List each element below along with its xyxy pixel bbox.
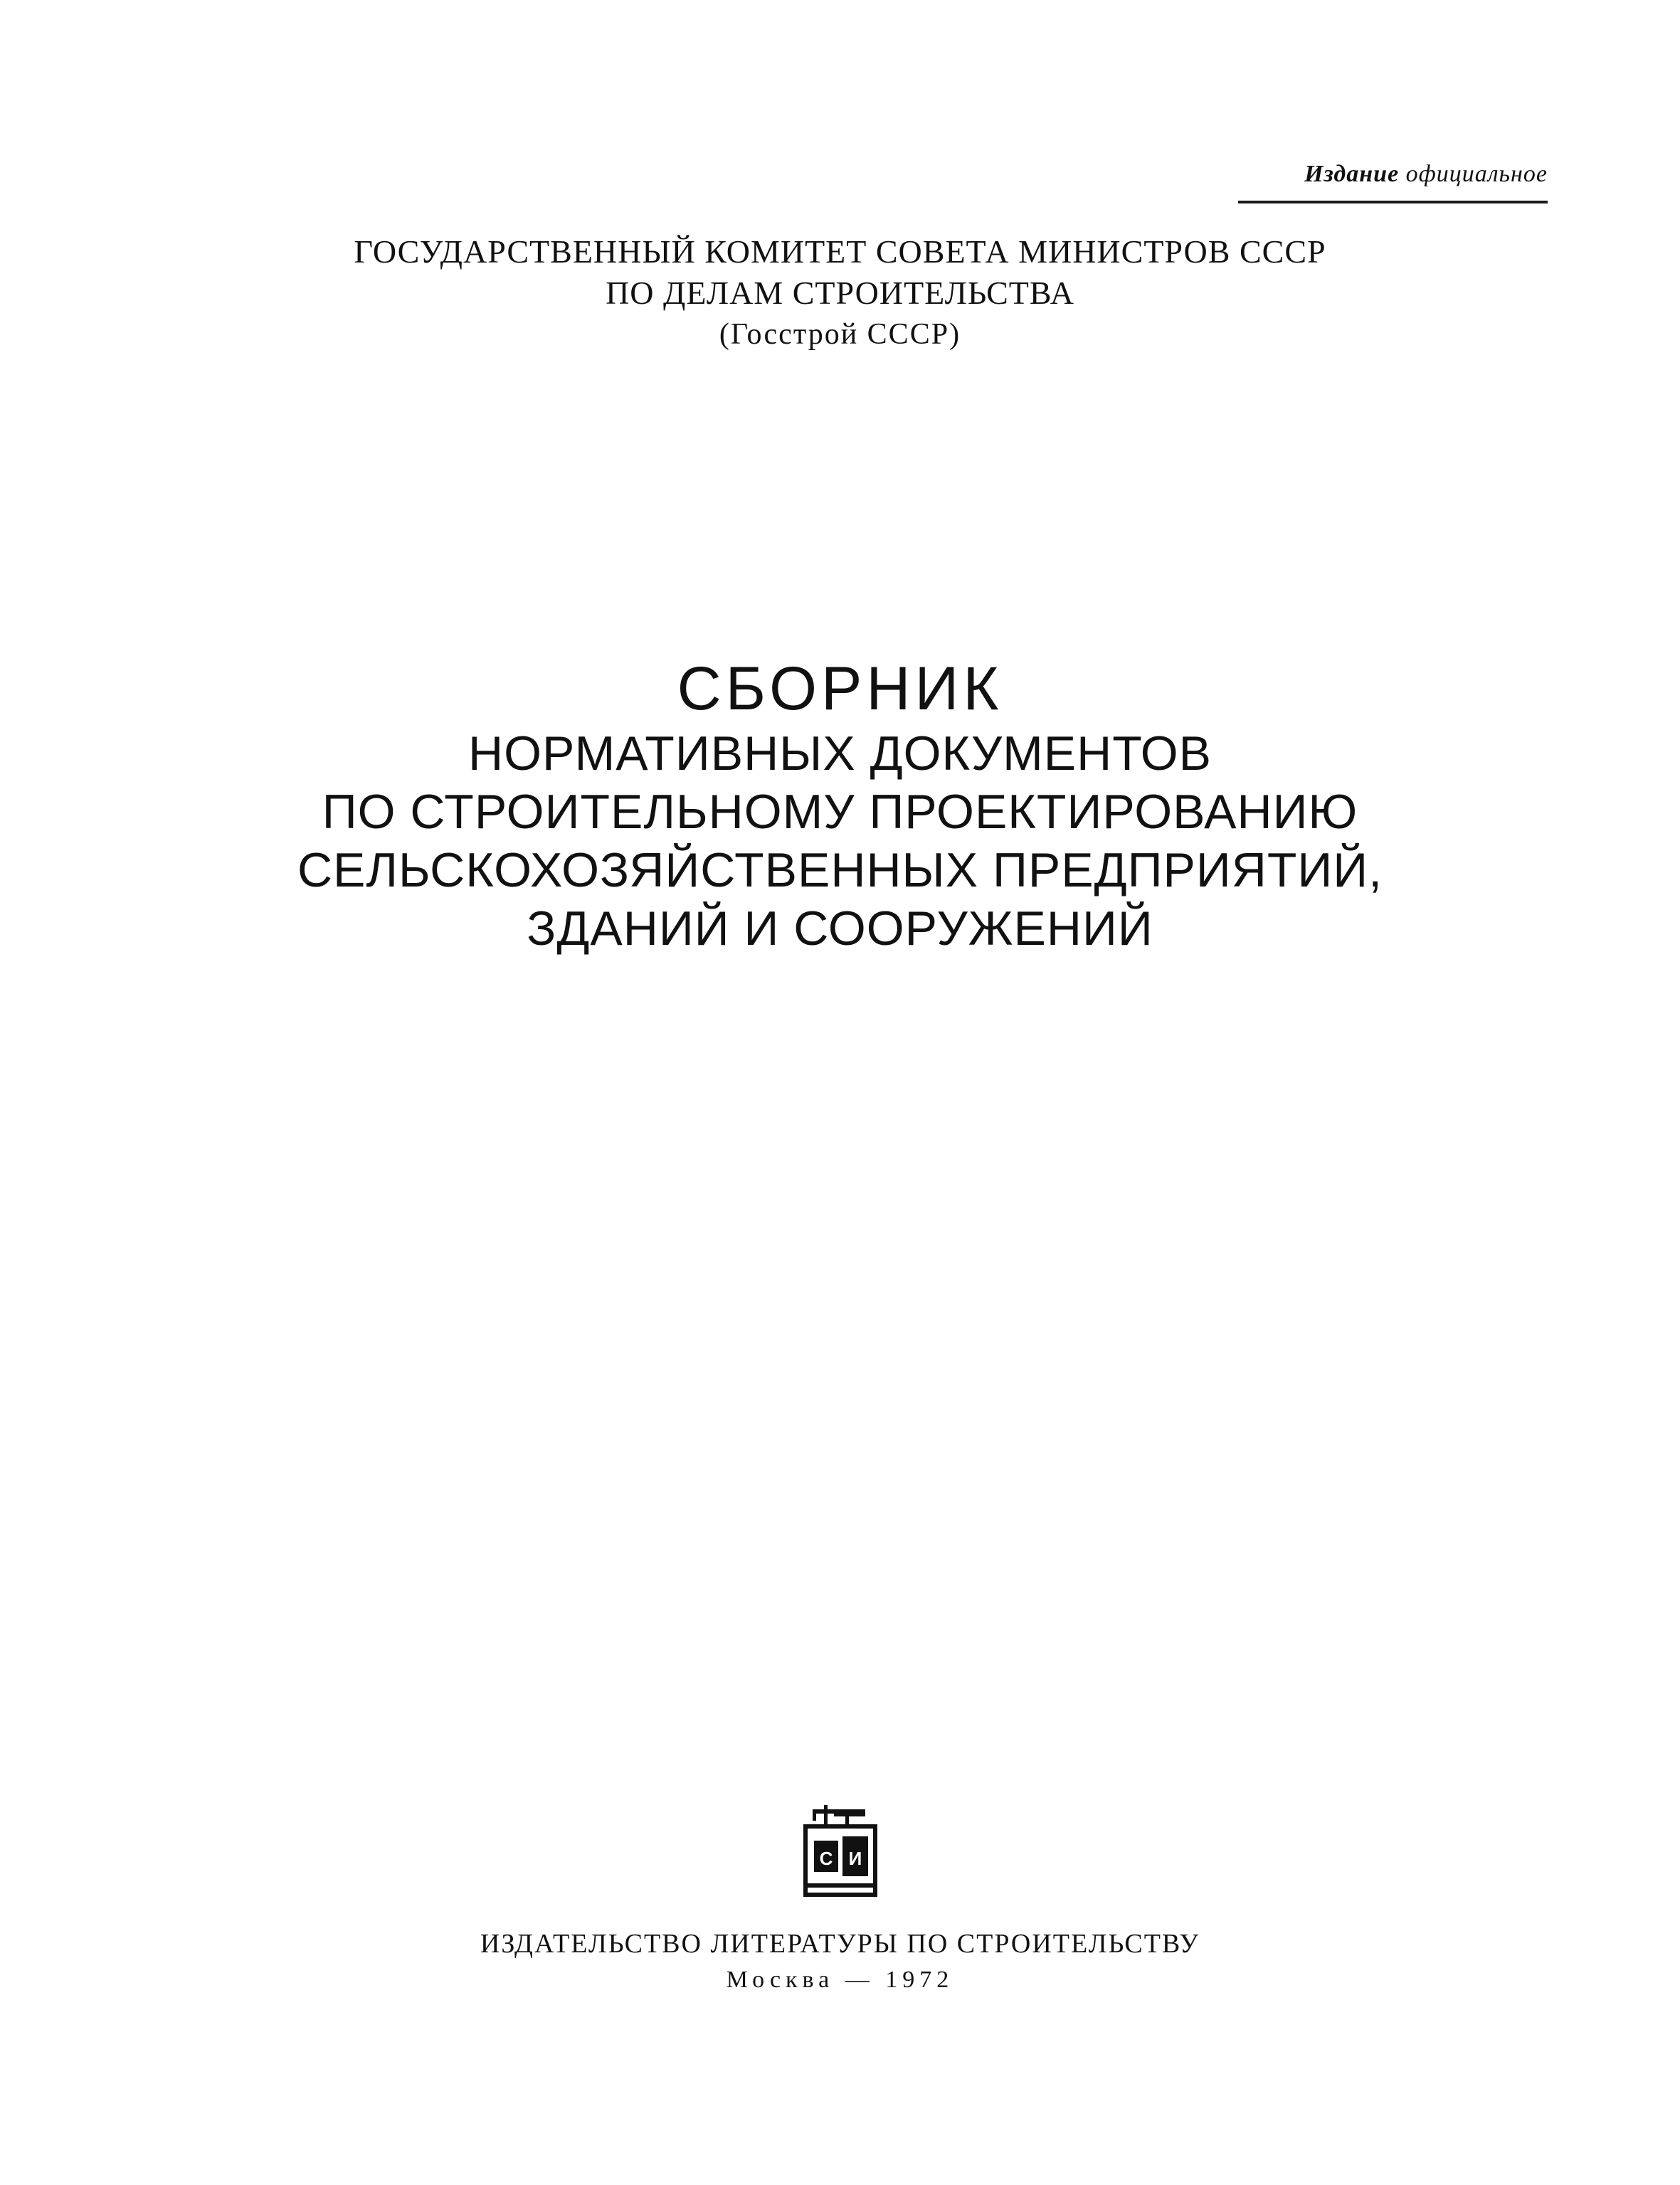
title-line-3: СЕЛЬСКОХОЗЯЙСТВЕННЫХ ПРЕДПРИЯТИЙ, <box>297 843 1383 897</box>
title-line-1: НОРМАТИВНЫХ ДОКУМЕНТОВ <box>468 726 1212 781</box>
committee-line-2: ПО ДЕЛАМ СТРОИТЕЛЬСТВА <box>606 275 1074 311</box>
title-line-2: ПО СТРОИТЕЛЬНОМУ ПРОЕКТИРОВАНИЮ <box>322 785 1358 839</box>
committee-line-1: ГОСУДАРСТВЕННЫЙ КОМИТЕТ СОВЕТА МИНИСТРОВ СССР <box>354 233 1326 270</box>
publisher-city-year: Москва — 1972 <box>726 1967 954 1993</box>
publisher-logo-icon <box>803 1805 878 1899</box>
committee-line-3: (Госстрой СССР) <box>719 318 961 351</box>
svg-text:И: И <box>848 1848 862 1869</box>
document-title <box>0 653 1680 958</box>
publisher-name: ИЗДАТЕЛЬСТВО ЛИТЕРАТУРЫ ПО СТРОИТЕЛЬСТВУ <box>480 1929 1200 1959</box>
edition-label-word1: Издание <box>1304 161 1400 187</box>
title-main: СБОРНИК <box>677 655 1003 723</box>
publisher-block <box>0 1925 1680 1998</box>
edition-label-word2: официальное <box>1405 161 1548 187</box>
svg-text:С: С <box>819 1848 833 1869</box>
committee-header <box>0 231 1680 355</box>
edition-label <box>1238 161 1548 203</box>
title-line-4: ЗДАНИЙ И СООРУЖЕНИЙ <box>527 901 1153 956</box>
